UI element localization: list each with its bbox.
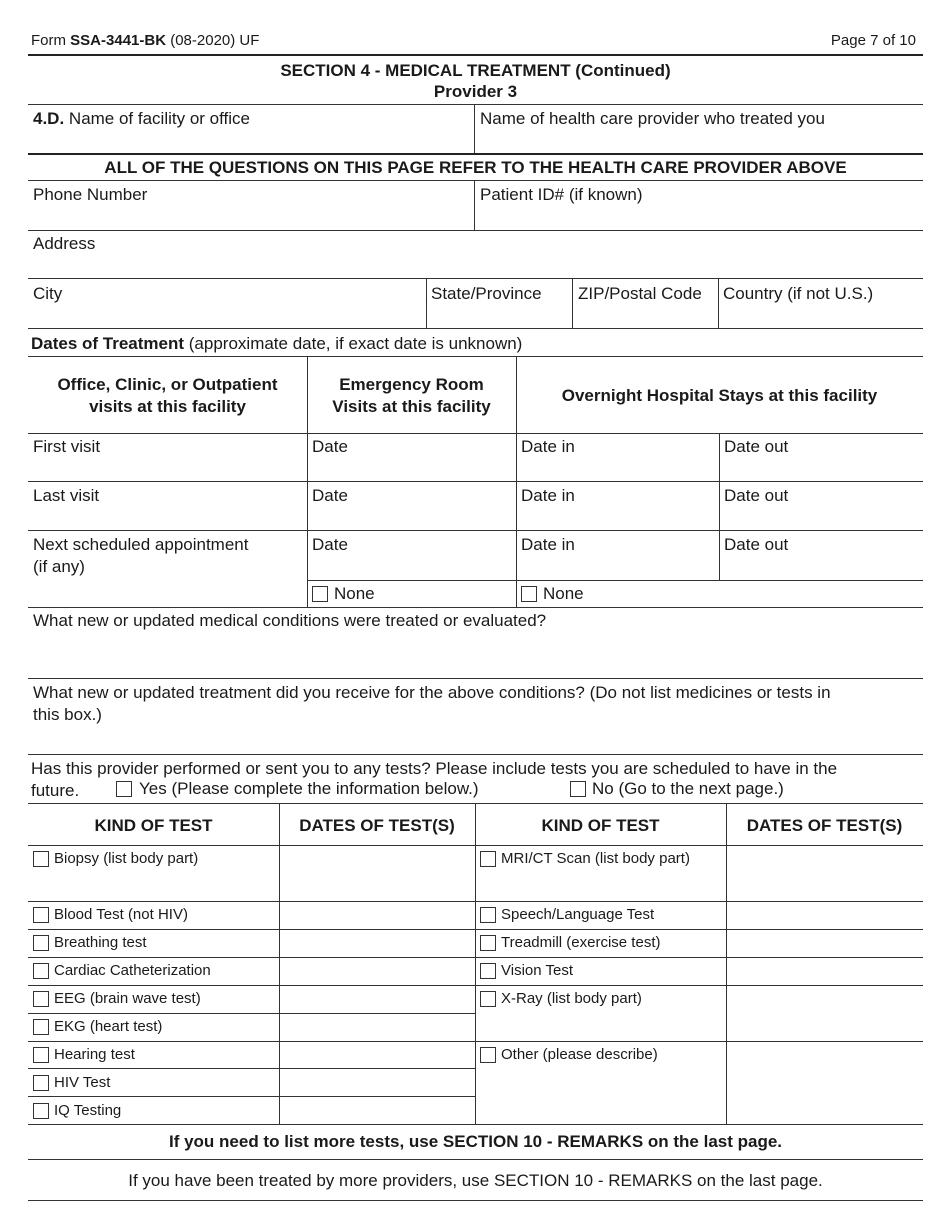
first-visit-date-out-field[interactable]	[720, 434, 923, 481]
treadmill-dates-field[interactable]	[727, 930, 923, 957]
other-test-dates-field[interactable]	[727, 1042, 923, 1124]
provider-name-label: Name of health care provider who treated you	[480, 109, 825, 128]
treatment-question: What new or updated treatment did you receive for the above conditions? (Do not list medicines or tests in	[33, 683, 831, 702]
cardiac-cath-checkbox[interactable]	[33, 963, 49, 979]
hiv-test-label: HIV Test	[54, 1074, 111, 1091]
vision-test-dates-field[interactable]	[727, 958, 923, 985]
last-visit-date-in-field[interactable]	[517, 482, 719, 530]
iq-testing-checkbox[interactable]	[33, 1103, 49, 1119]
rule	[28, 1124, 923, 1125]
xray-label: X-Ray (list body part)	[501, 990, 642, 1007]
first-visit-date-in-label: Date in	[521, 437, 575, 456]
col-overnight: Overnight Hospital Stays at this facility	[561, 386, 878, 405]
facility-name-field[interactable]	[28, 105, 474, 153]
divider	[475, 803, 476, 1124]
last-visit-date-field[interactable]	[308, 482, 516, 530]
col-dates-right: DATES OF TEST(S)	[746, 816, 903, 835]
first-visit-date-in-field[interactable]	[517, 434, 719, 481]
overnight-none-label: None	[543, 584, 584, 603]
next-appointment-date-field[interactable]	[308, 531, 516, 580]
hearing-test-label: Hearing test	[54, 1046, 135, 1063]
facility-label-text: Name of facility or office	[64, 109, 251, 128]
breathing-test-dates-field[interactable]	[280, 930, 475, 957]
more-tests-note: If you need to list more tests, use SECTION 10 - REMARKS on the last page.	[168, 1132, 783, 1151]
address-label: Address	[33, 234, 96, 253]
dates-of-treatment-label	[31, 333, 522, 355]
last-visit-date-label: Date	[312, 486, 348, 505]
col-er-line1: Emergency Room	[339, 375, 484, 394]
col-kind-right: KIND OF TEST	[541, 816, 660, 835]
xray-checkbox[interactable]	[480, 991, 496, 1007]
conditions-question: What new or updated medical conditions were treated or evaluated?	[33, 611, 547, 630]
mri-ct-checkbox[interactable]	[480, 851, 496, 867]
col-kind-left: KIND OF TEST	[94, 816, 213, 835]
header-rule	[28, 54, 923, 56]
iq-testing-dates-field[interactable]	[280, 1097, 475, 1124]
ekg-checkbox[interactable]	[33, 1019, 49, 1035]
iq-testing-label: IQ Testing	[54, 1102, 122, 1119]
last-visit-label: Last visit	[33, 486, 100, 505]
section-title: SECTION 4 - MEDICAL TREATMENT (Continued)	[280, 61, 671, 80]
biopsy-dates-field[interactable]	[280, 846, 475, 901]
next-appointment-date-in-field[interactable]	[517, 531, 719, 580]
biopsy-checkbox[interactable]	[33, 851, 49, 867]
first-visit-date-field[interactable]	[308, 434, 516, 481]
speech-test-dates-field[interactable]	[727, 902, 923, 929]
blood-test-checkbox[interactable]	[33, 907, 49, 923]
col-er-line2: Visits at this facility	[332, 397, 491, 416]
breathing-test-label: Breathing test	[54, 934, 147, 951]
page-number: Page 7 of 10	[830, 32, 916, 49]
mri-ct-dates-field[interactable]	[727, 846, 923, 901]
cardiac-cath-label: Cardiac Catheterization	[54, 962, 211, 979]
patient-id-label: Patient ID# (if known)	[480, 185, 643, 204]
er-none-label: None	[334, 584, 375, 603]
col-office-line1: Office, Clinic, or Outpatient	[57, 375, 278, 394]
biopsy-label: Biopsy (list body part)	[54, 850, 199, 867]
phone-label: Phone Number	[33, 185, 148, 204]
next-appointment-label-2: (if any)	[33, 557, 85, 576]
eeg-label: EEG (brain wave test)	[54, 990, 201, 1007]
tests-yes-label: Yes (Please complete the information below.)	[139, 779, 479, 798]
hearing-test-checkbox[interactable]	[33, 1047, 49, 1063]
facility-label-number: 4.D.	[33, 109, 65, 128]
provider-name-field[interactable]	[475, 105, 923, 153]
eeg-dates-field[interactable]	[280, 986, 475, 1013]
vision-test-checkbox[interactable]	[480, 963, 496, 979]
speech-test-label: Speech/Language Test	[501, 906, 655, 923]
form-code: SSA-3441-BK	[70, 32, 167, 49]
state-field[interactable]	[427, 279, 572, 328]
form-id	[31, 32, 259, 50]
overnight-none-checkbox[interactable]	[521, 586, 537, 602]
dates-label-rest: (approximate date, if exact date is unknown)	[184, 334, 523, 353]
country-label: Country (if not U.S.)	[723, 284, 874, 303]
ekg-dates-field[interactable]	[280, 1014, 475, 1041]
hiv-test-dates-field[interactable]	[280, 1069, 475, 1096]
phone-field[interactable]	[28, 181, 474, 230]
city-label: City	[33, 284, 63, 303]
tests-question: Has this provider performed or sent you to any tests? Please include tests you are scheduled to have in the	[31, 759, 838, 778]
xray-dates-field[interactable]	[727, 986, 923, 1041]
treatment-question-line2: this box.)	[33, 705, 102, 724]
er-none-checkbox[interactable]	[312, 586, 328, 602]
col-dates-left: DATES OF TEST(S)	[299, 816, 455, 835]
provider-subtitle: Provider 3	[433, 82, 518, 101]
blood-test-label: Blood Test (not HIV)	[54, 906, 188, 923]
dates-label-bold: Dates of Treatment	[31, 334, 185, 353]
col-office-line2: visits at this facility	[89, 397, 246, 416]
vision-test-label: Vision Test	[501, 962, 573, 979]
rule	[28, 1159, 923, 1160]
conditions-field[interactable]	[28, 608, 923, 678]
rule	[307, 580, 923, 581]
first-visit-date-label: Date	[312, 437, 348, 456]
city-field[interactable]	[28, 279, 426, 328]
treatment-field[interactable]	[28, 679, 923, 753]
patient-id-field[interactable]	[475, 181, 923, 230]
form-prefix: Form	[31, 32, 71, 49]
zip-field[interactable]	[573, 279, 718, 328]
tests-yes-checkbox[interactable]	[116, 781, 132, 797]
eeg-checkbox[interactable]	[33, 991, 49, 1007]
rule	[28, 153, 923, 155]
first-visit-label: First visit	[33, 437, 101, 456]
breathing-test-checkbox[interactable]	[33, 935, 49, 951]
blood-test-dates-field[interactable]	[280, 902, 475, 929]
rule	[28, 356, 923, 357]
rule	[28, 1200, 923, 1201]
tests-no-label: No (Go to the next page.)	[592, 779, 784, 798]
address-field[interactable]	[28, 231, 923, 278]
rule	[28, 328, 923, 329]
zip-label: ZIP/Postal Code	[578, 284, 702, 303]
state-label: State/Province	[431, 284, 542, 303]
speech-test-checkbox[interactable]	[480, 907, 496, 923]
rule	[28, 754, 923, 755]
next-appointment-date-out-label: Date out	[724, 535, 789, 554]
first-visit-date-out-label: Date out	[724, 437, 789, 456]
hearing-test-dates-field[interactable]	[280, 1042, 475, 1068]
mri-ct-label: MRI/CT Scan (list body part)	[501, 850, 690, 867]
next-appointment-date-out-field[interactable]	[720, 531, 923, 580]
cardiac-cath-dates-field[interactable]	[280, 958, 475, 985]
last-visit-date-out-field[interactable]	[720, 482, 923, 530]
notice-banner: ALL OF THE QUESTIONS ON THIS PAGE REFER TO THE HEALTH CARE PROVIDER ABOVE	[104, 158, 847, 177]
other-test-checkbox[interactable]	[480, 1047, 496, 1063]
next-appointment-label: Next scheduled appointment	[33, 535, 249, 554]
treadmill-checkbox[interactable]	[480, 935, 496, 951]
ekg-label: EKG (heart test)	[54, 1018, 163, 1035]
hiv-test-checkbox[interactable]	[33, 1075, 49, 1091]
next-appointment-date-label: Date	[312, 535, 348, 554]
country-field[interactable]	[719, 279, 923, 328]
tests-no-checkbox[interactable]	[570, 781, 586, 797]
last-visit-date-out-label: Date out	[724, 486, 789, 505]
next-appointment-date-in-label: Date in	[521, 535, 575, 554]
treadmill-label: Treadmill (exercise test)	[501, 934, 661, 951]
more-providers-note: If you have been treated by more providers, use SECTION 10 - REMARKS on the last page.	[128, 1171, 823, 1190]
form-version: (08-2020) UF	[166, 32, 260, 49]
tests-question-line2: future.	[31, 781, 80, 800]
other-test-label: Other (please describe)	[501, 1046, 658, 1063]
last-visit-date-in-label: Date in	[521, 486, 575, 505]
